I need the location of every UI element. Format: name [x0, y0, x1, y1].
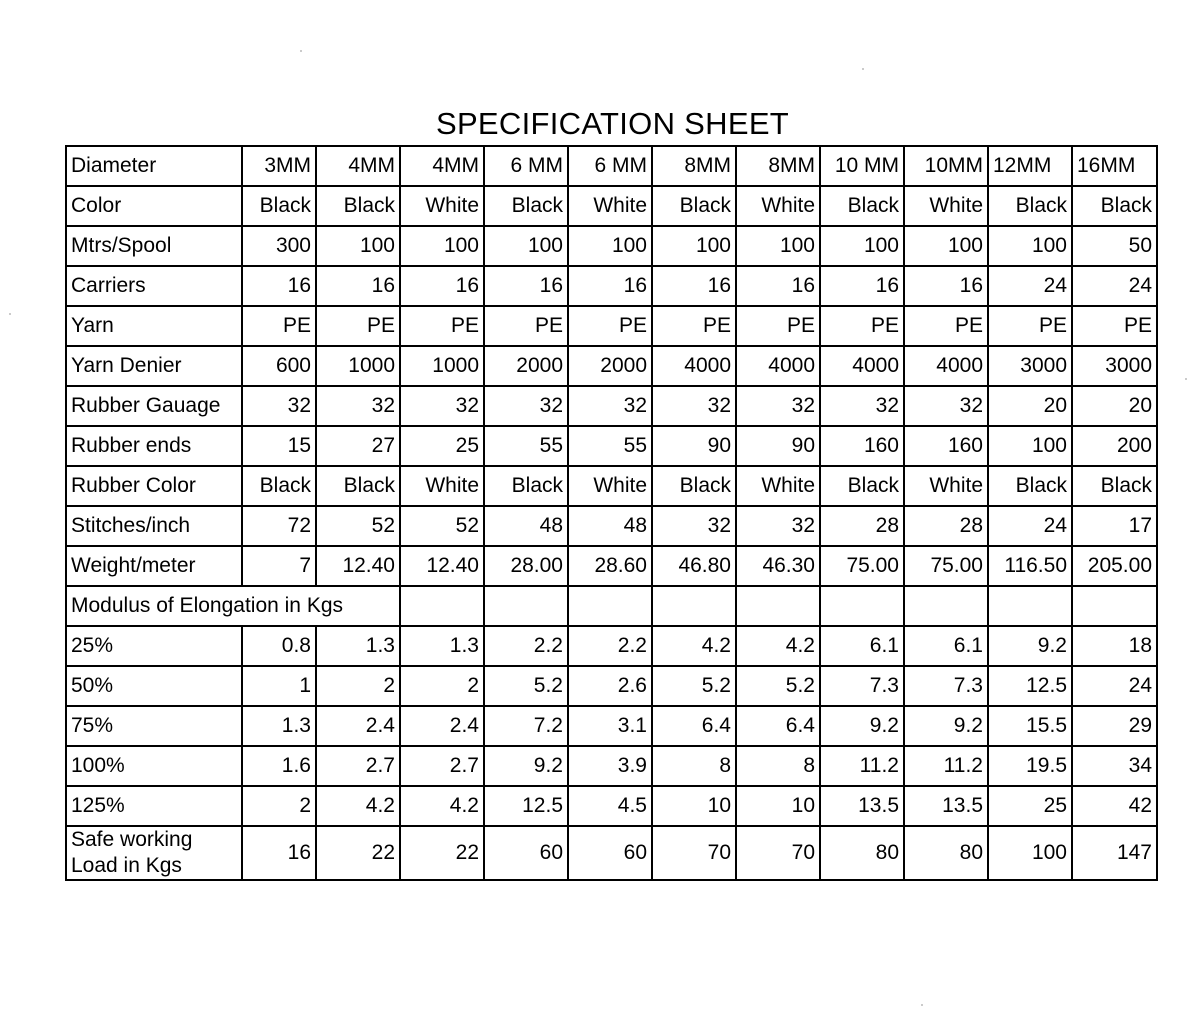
table-cell: Black: [242, 466, 316, 506]
specification-table-body: [66, 146, 1157, 880]
table-cell: Black: [316, 466, 400, 506]
table-row: [66, 466, 1157, 506]
table-cell: PE: [988, 306, 1072, 346]
table-cell: 1: [242, 666, 316, 706]
table-cell: 75.00: [904, 546, 988, 586]
table-cell: Black: [988, 186, 1072, 226]
table-cell: 3.9: [568, 746, 652, 786]
row-label: 75%: [66, 706, 242, 746]
table-cell: 3000: [988, 346, 1072, 386]
table-cell: 16: [484, 266, 568, 306]
table-row: [66, 826, 1157, 880]
table-cell: 116.50: [988, 546, 1072, 586]
table-cell: 46.80: [652, 546, 736, 586]
table-cell: PE: [400, 306, 484, 346]
table-cell: 100: [652, 226, 736, 266]
table-row: [66, 666, 1157, 706]
empty-cell: [988, 586, 1072, 626]
table-cell: 55: [568, 426, 652, 466]
table-cell: 52: [400, 506, 484, 546]
table-row: [66, 706, 1157, 746]
column-header: 3MM: [242, 146, 316, 186]
table-cell: PE: [652, 306, 736, 346]
table-cell: PE: [904, 306, 988, 346]
table-cell: 160: [820, 426, 904, 466]
table-cell: White: [400, 466, 484, 506]
table-cell: 100: [988, 426, 1072, 466]
table-cell: 1.3: [316, 626, 400, 666]
table-cell: 46.30: [736, 546, 820, 586]
scan-speck: [9, 313, 11, 315]
table-cell: 32: [736, 506, 820, 546]
table-cell: 4000: [652, 346, 736, 386]
column-header: 8MM: [652, 146, 736, 186]
empty-cell: [400, 586, 484, 626]
table-cell: 7.3: [820, 666, 904, 706]
table-cell: 32: [652, 386, 736, 426]
table-cell: 9.2: [820, 706, 904, 746]
table-cell: 9.2: [904, 706, 988, 746]
table-cell: 205.00: [1072, 546, 1157, 586]
table-cell: 8: [652, 746, 736, 786]
table-cell: 300: [242, 226, 316, 266]
table-cell: 13.5: [904, 786, 988, 826]
table-cell: 34: [1072, 746, 1157, 786]
empty-cell: [568, 586, 652, 626]
table-cell: White: [736, 466, 820, 506]
table-cell: 16: [242, 266, 316, 306]
table-row: [66, 266, 1157, 306]
table-cell: 16: [400, 266, 484, 306]
table-cell: 28: [904, 506, 988, 546]
table-row: [66, 546, 1157, 586]
row-label: Carriers: [66, 266, 242, 306]
table-cell: 11.2: [820, 746, 904, 786]
table-cell: 24: [988, 506, 1072, 546]
table-cell: 20: [1072, 386, 1157, 426]
table-cell: 16: [242, 826, 316, 880]
table-cell: Black: [652, 466, 736, 506]
table-cell: 2.2: [568, 626, 652, 666]
column-header: 6 MM: [484, 146, 568, 186]
table-cell: 2.6: [568, 666, 652, 706]
page-title: SPECIFICATION SHEET: [435, 106, 790, 141]
table-cell: 80: [904, 826, 988, 880]
table-cell: 100: [820, 226, 904, 266]
table-cell: White: [400, 186, 484, 226]
table-cell: 16: [904, 266, 988, 306]
table-cell: 28.60: [568, 546, 652, 586]
table-cell: 19.5: [988, 746, 1072, 786]
table-row: [66, 786, 1157, 826]
table-cell: 1000: [316, 346, 400, 386]
row-label: 25%: [66, 626, 242, 666]
table-cell: 2000: [568, 346, 652, 386]
table-cell: 6.1: [820, 626, 904, 666]
table-cell: 4.2: [316, 786, 400, 826]
table-cell: White: [568, 186, 652, 226]
table-cell: 6.4: [736, 706, 820, 746]
table-row: [66, 226, 1157, 266]
empty-cell: [652, 586, 736, 626]
table-cell: 25: [400, 426, 484, 466]
column-header: 4MM: [316, 146, 400, 186]
table-cell: 24: [988, 266, 1072, 306]
table-cell: 70: [736, 826, 820, 880]
table-cell: 70: [652, 826, 736, 880]
table-cell: PE: [484, 306, 568, 346]
table-cell: 2.7: [316, 746, 400, 786]
row-label: Mtrs/Spool: [66, 226, 242, 266]
table-cell: 32: [568, 386, 652, 426]
table-cell: 2000: [484, 346, 568, 386]
table-cell: White: [736, 186, 820, 226]
scan-speck: [300, 50, 302, 52]
table-cell: 4.2: [400, 786, 484, 826]
table-cell: 28.00: [484, 546, 568, 586]
table-cell: PE: [316, 306, 400, 346]
column-header: 12MM: [988, 146, 1072, 186]
table-cell: Black: [316, 186, 400, 226]
table-cell: 48: [568, 506, 652, 546]
table-cell: 10: [736, 786, 820, 826]
table-cell: 2: [316, 666, 400, 706]
table-cell: 9.2: [484, 746, 568, 786]
table-cell: 16: [736, 266, 820, 306]
table-cell: 11.2: [904, 746, 988, 786]
table-cell: Black: [652, 186, 736, 226]
table-cell: 60: [568, 826, 652, 880]
table-cell: 100: [484, 226, 568, 266]
table-cell: 4000: [820, 346, 904, 386]
row-label: Rubber Gauage: [66, 386, 242, 426]
table-cell: 2.7: [400, 746, 484, 786]
table-cell: PE: [820, 306, 904, 346]
section-header-row: [66, 586, 1157, 626]
row-label: 100%: [66, 746, 242, 786]
empty-cell: [736, 586, 820, 626]
row-label: 50%: [66, 666, 242, 706]
table-cell: 52: [316, 506, 400, 546]
scan-speck: [862, 68, 864, 70]
row-label: Yarn: [66, 306, 242, 346]
table-cell: 60: [484, 826, 568, 880]
table-cell: 15.5: [988, 706, 1072, 746]
table-cell: 29: [1072, 706, 1157, 746]
table-cell: 2.2: [484, 626, 568, 666]
empty-cell: [484, 586, 568, 626]
table-row: [66, 306, 1157, 346]
row-label: Rubber Color: [66, 466, 242, 506]
row-label-line: Safe working: [71, 828, 193, 851]
table-cell: PE: [736, 306, 820, 346]
table-cell: 16: [820, 266, 904, 306]
header-label-diameter: Diameter: [66, 146, 242, 186]
table-cell: 32: [484, 386, 568, 426]
table-cell: 4.2: [736, 626, 820, 666]
table-cell: 1.6: [242, 746, 316, 786]
table-cell: 17: [1072, 506, 1157, 546]
table-cell: 13.5: [820, 786, 904, 826]
table-cell: 55: [484, 426, 568, 466]
table-cell: Black: [988, 466, 1072, 506]
table-cell: 2: [242, 786, 316, 826]
table-cell: 10: [652, 786, 736, 826]
table-cell: White: [904, 186, 988, 226]
table-cell: 100: [316, 226, 400, 266]
table-cell: White: [568, 466, 652, 506]
column-header: 16MM: [1072, 146, 1157, 186]
table-cell: 4000: [736, 346, 820, 386]
table-cell: 100: [736, 226, 820, 266]
table-cell: 72: [242, 506, 316, 546]
row-label: Rubber ends: [66, 426, 242, 466]
table-cell: 32: [242, 386, 316, 426]
empty-cell: [904, 586, 988, 626]
table-cell: 5.2: [652, 666, 736, 706]
table-cell: 3.1: [568, 706, 652, 746]
table-cell: 6.4: [652, 706, 736, 746]
table-cell: 8: [736, 746, 820, 786]
table-cell: 22: [316, 826, 400, 880]
column-header: 8MM: [736, 146, 820, 186]
table-cell: 22: [400, 826, 484, 880]
table-cell: 5.2: [484, 666, 568, 706]
column-header: 10 MM: [820, 146, 904, 186]
table-cell: 6.1: [904, 626, 988, 666]
table-cell: PE: [1072, 306, 1157, 346]
table-cell: 1.3: [242, 706, 316, 746]
table-cell: 147: [1072, 826, 1157, 880]
table-row: [66, 386, 1157, 426]
table-cell: Black: [820, 466, 904, 506]
table-cell: 100: [400, 226, 484, 266]
row-label: Weight/meter: [66, 546, 242, 586]
table-cell: 16: [568, 266, 652, 306]
table-cell: 0.8: [242, 626, 316, 666]
table-cell: 90: [652, 426, 736, 466]
table-cell: 3000: [1072, 346, 1157, 386]
table-cell: 80: [820, 826, 904, 880]
table-cell: 7: [242, 546, 316, 586]
table-cell: 7.3: [904, 666, 988, 706]
table-cell: 12.40: [400, 546, 484, 586]
table-cell: 12.5: [988, 666, 1072, 706]
table-cell: 15: [242, 426, 316, 466]
section-label-modulus: Modulus of Elongation in Kgs: [66, 586, 400, 626]
table-cell: 2: [400, 666, 484, 706]
row-label: Color: [66, 186, 242, 226]
column-header: 6 MM: [568, 146, 652, 186]
row-label: Yarn Denier: [66, 346, 242, 386]
table-cell: 12.40: [316, 546, 400, 586]
table-cell: Black: [484, 186, 568, 226]
table-cell: 32: [400, 386, 484, 426]
table-cell: Black: [242, 186, 316, 226]
table-cell: 32: [652, 506, 736, 546]
table-cell: 32: [316, 386, 400, 426]
table-header-row: [66, 146, 1157, 186]
table-cell: PE: [568, 306, 652, 346]
table-cell: 32: [904, 386, 988, 426]
row-label-safe-working-load: [66, 826, 242, 880]
table-cell: White: [904, 466, 988, 506]
table-cell: 24: [1072, 266, 1157, 306]
table-cell: 18: [1072, 626, 1157, 666]
table-cell: 9.2: [988, 626, 1072, 666]
specification-table: [65, 145, 1158, 881]
table-cell: 75.00: [820, 546, 904, 586]
table-cell: Black: [1072, 186, 1157, 226]
table-cell: 4.5: [568, 786, 652, 826]
table-row: [66, 506, 1157, 546]
table-cell: 48: [484, 506, 568, 546]
scan-speck: [1185, 378, 1187, 380]
table-cell: 32: [736, 386, 820, 426]
table-cell: 7.2: [484, 706, 568, 746]
table-cell: Black: [484, 466, 568, 506]
table-cell: 25: [988, 786, 1072, 826]
table-cell: 160: [904, 426, 988, 466]
table-cell: Black: [1072, 466, 1157, 506]
table-cell: 4.2: [652, 626, 736, 666]
scan-speck: [921, 1004, 923, 1006]
table-cell: 16: [652, 266, 736, 306]
table-cell: 200: [1072, 426, 1157, 466]
empty-cell: [820, 586, 904, 626]
empty-cell: [1072, 586, 1157, 626]
table-cell: 42: [1072, 786, 1157, 826]
row-label: Stitches/inch: [66, 506, 242, 546]
table-cell: 24: [1072, 666, 1157, 706]
row-label: 125%: [66, 786, 242, 826]
table-cell: 600: [242, 346, 316, 386]
table-cell: 32: [820, 386, 904, 426]
table-cell: 2.4: [316, 706, 400, 746]
table-row: [66, 626, 1157, 666]
table-row: [66, 426, 1157, 466]
table-cell: 90: [736, 426, 820, 466]
table-cell: 2.4: [400, 706, 484, 746]
table-cell: 12.5: [484, 786, 568, 826]
table-cell: 4000: [904, 346, 988, 386]
table-cell: 50: [1072, 226, 1157, 266]
table-cell: 16: [316, 266, 400, 306]
table-cell: 100: [988, 226, 1072, 266]
table-cell: Black: [820, 186, 904, 226]
column-header: 4MM: [400, 146, 484, 186]
table-cell: 5.2: [736, 666, 820, 706]
table-cell: 100: [568, 226, 652, 266]
table-cell: 1000: [400, 346, 484, 386]
table-cell: 100: [988, 826, 1072, 880]
table-cell: 100: [904, 226, 988, 266]
table-row: [66, 186, 1157, 226]
table-cell: PE: [242, 306, 316, 346]
table-row: [66, 346, 1157, 386]
table-cell: 1.3: [400, 626, 484, 666]
row-label-line: Load in Kgs: [71, 854, 182, 877]
column-header: 10MM: [904, 146, 988, 186]
table-cell: 27: [316, 426, 400, 466]
table-cell: 20: [988, 386, 1072, 426]
table-cell: 28: [820, 506, 904, 546]
table-row: [66, 746, 1157, 786]
